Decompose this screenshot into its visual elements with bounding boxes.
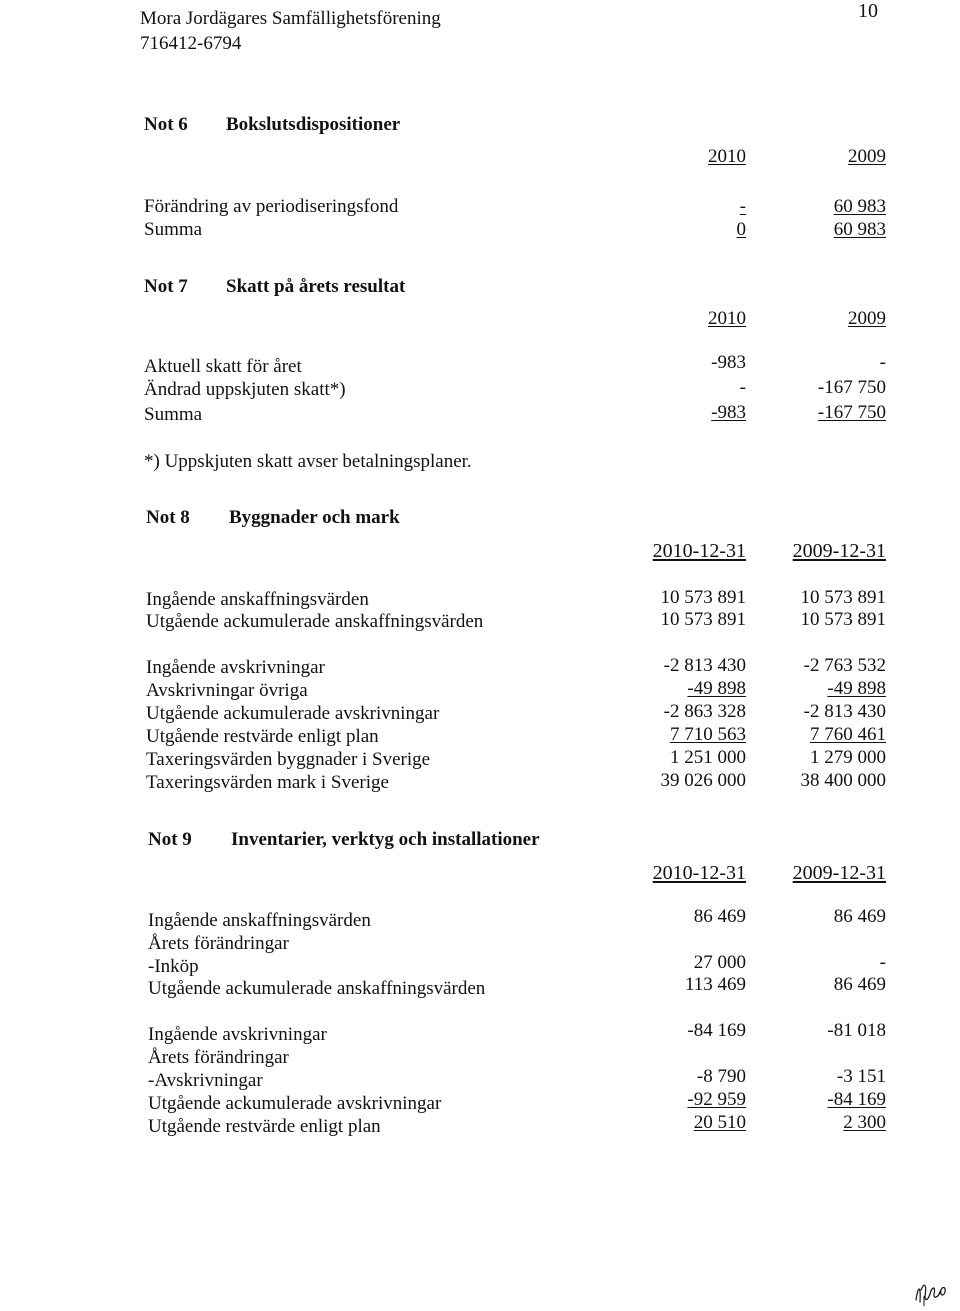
- note8-row-value-2010: 1 251 000: [670, 747, 746, 768]
- signature-initials: [912, 1272, 952, 1306]
- note6-summa-value-2009: 60 983: [833, 219, 886, 240]
- note9-row-label: -Avskrivningar: [148, 1070, 263, 1091]
- note9-row-value-2009: 86 469: [833, 974, 886, 995]
- note9-row-label: Ingående anskaffningsvärden: [148, 910, 371, 931]
- note7-summa-value-2010: -983: [711, 402, 746, 423]
- note8-col2-header: 2009-12-31: [792, 540, 886, 562]
- note9-row-label: Årets förändringar: [148, 933, 289, 954]
- note8-row-value-2010: -2 813 430: [663, 655, 746, 676]
- note9-row-label: Årets förändringar: [148, 1047, 289, 1068]
- note8-row-value-2009: -2 813 430: [803, 701, 886, 722]
- note8-title: Byggnader och mark: [229, 507, 400, 528]
- note8-row-value-2009: -49 898: [827, 678, 886, 699]
- note6-col1-header: 2010: [708, 146, 746, 167]
- note8-row-value-2009: 10 573 891: [800, 587, 886, 608]
- page-number: 10: [858, 0, 878, 22]
- note7-summa-value-2009: -167 750: [817, 402, 886, 423]
- note9-row-label: Utgående restvärde enligt plan: [148, 1116, 381, 1137]
- note9-row-value-2009: -84 169: [827, 1089, 886, 1110]
- note9-row-label: Utgående ackumulerade avskrivningar: [148, 1093, 442, 1114]
- note6-row-value-2009: 60 983: [833, 196, 886, 217]
- note7-col2-header: 2009: [848, 308, 886, 329]
- note8-row-label: Ingående anskaffningsvärden: [146, 589, 369, 610]
- note7-footnote: *) Uppskjuten skatt avser betalningsplaner.: [144, 451, 472, 472]
- note8-row-label: Utgående ackumulerade avskrivningar: [146, 703, 440, 724]
- note6-summa-label: Summa: [144, 219, 203, 240]
- note8-label: Not 8: [146, 507, 190, 528]
- note9-row-label: Utgående ackumulerade anskaffningsvärden: [148, 978, 486, 999]
- note9-row-value-2010: -8 790: [696, 1066, 746, 1087]
- note8-row-value-2009: 7 760 461: [810, 724, 886, 745]
- note9-label: Not 9: [148, 829, 192, 850]
- note9-row-label: -Inköp: [148, 956, 199, 977]
- note9-row-value-2010: 86 469: [693, 906, 746, 927]
- note8-row-label: Taxeringsvärden mark i Sverige: [146, 772, 389, 793]
- note9-row-value-2010: 20 510: [693, 1112, 746, 1133]
- note7-row-value-2009: -: [879, 352, 886, 373]
- note8-row-label: Taxeringsvärden byggnader i Sverige: [146, 749, 431, 770]
- note8-row-value-2010: 39 026 000: [660, 770, 746, 791]
- note9-row-value-2010: -84 169: [687, 1020, 746, 1041]
- note7-row-value-2010: -: [739, 377, 746, 398]
- note7-title: Skatt på årets resultat: [226, 276, 406, 297]
- note8-row-value-2010: 10 573 891: [660, 587, 746, 608]
- note9-row-value-2010: 27 000: [693, 952, 746, 973]
- note9-row-value-2010: 113 469: [684, 974, 746, 995]
- note6-summa-value-2010: 0: [736, 219, 746, 240]
- note7-row-label: Aktuell skatt för året: [144, 356, 302, 377]
- note6-col2-header: 2009: [848, 146, 886, 167]
- note9-row-value-2009: 2 300: [843, 1112, 886, 1133]
- note8-row-label: Utgående restvärde enligt plan: [146, 726, 379, 747]
- note8-row-value-2010: -2 863 328: [663, 701, 746, 722]
- note8-row-label: Avskrivningar övriga: [146, 680, 308, 701]
- note6-title: Bokslutsdispositioner: [226, 114, 401, 135]
- note9-row-value-2009: -3 151: [836, 1066, 886, 1087]
- note6-row-label: Förändring av periodiseringsfond: [144, 196, 399, 217]
- note7-col1-header: 2010: [708, 308, 746, 329]
- note9-row-value-2009: -: [879, 952, 886, 973]
- note7-row-label: Ändrad uppskjuten skatt*): [144, 379, 346, 400]
- note7-label: Not 7: [144, 276, 188, 297]
- note8-row-label: Utgående ackumulerade anskaffningsvärden: [146, 611, 484, 632]
- org-number: 716412-6794: [140, 33, 242, 54]
- note8-row-value-2009: 38 400 000: [800, 770, 886, 791]
- note7-summa-label: Summa: [144, 404, 203, 425]
- note9-title: Inventarier, verktyg och installationer: [231, 829, 540, 850]
- note8-row-value-2009: 1 279 000: [810, 747, 886, 768]
- note6-label: Not 6: [144, 114, 188, 135]
- note7-row-value-2010: -983: [711, 352, 746, 373]
- note8-row-value-2010: 10 573 891: [660, 609, 746, 630]
- note8-col1-header: 2010-12-31: [652, 540, 746, 562]
- note8-row-value-2009: 10 573 891: [800, 609, 886, 630]
- note9-col2-header: 2009-12-31: [792, 862, 886, 884]
- note9-col1-header: 2010-12-31: [652, 862, 746, 884]
- note8-row-value-2009: -2 763 532: [803, 655, 886, 676]
- note9-row-value-2009: 86 469: [833, 906, 886, 927]
- note8-row-label: Ingående avskrivningar: [146, 657, 325, 678]
- note9-row-value-2010: -92 959: [687, 1089, 746, 1110]
- note9-row-label: Ingående avskrivningar: [148, 1024, 327, 1045]
- note8-row-value-2010: -49 898: [687, 678, 746, 699]
- note7-row-value-2009: -167 750: [817, 377, 886, 398]
- note8-row-value-2010: 7 710 563: [670, 724, 746, 745]
- org-name: Mora Jordägares Samfällighetsförening: [140, 8, 441, 29]
- note6-row-value-2010: -: [739, 196, 746, 217]
- note9-row-value-2009: -81 018: [827, 1020, 886, 1041]
